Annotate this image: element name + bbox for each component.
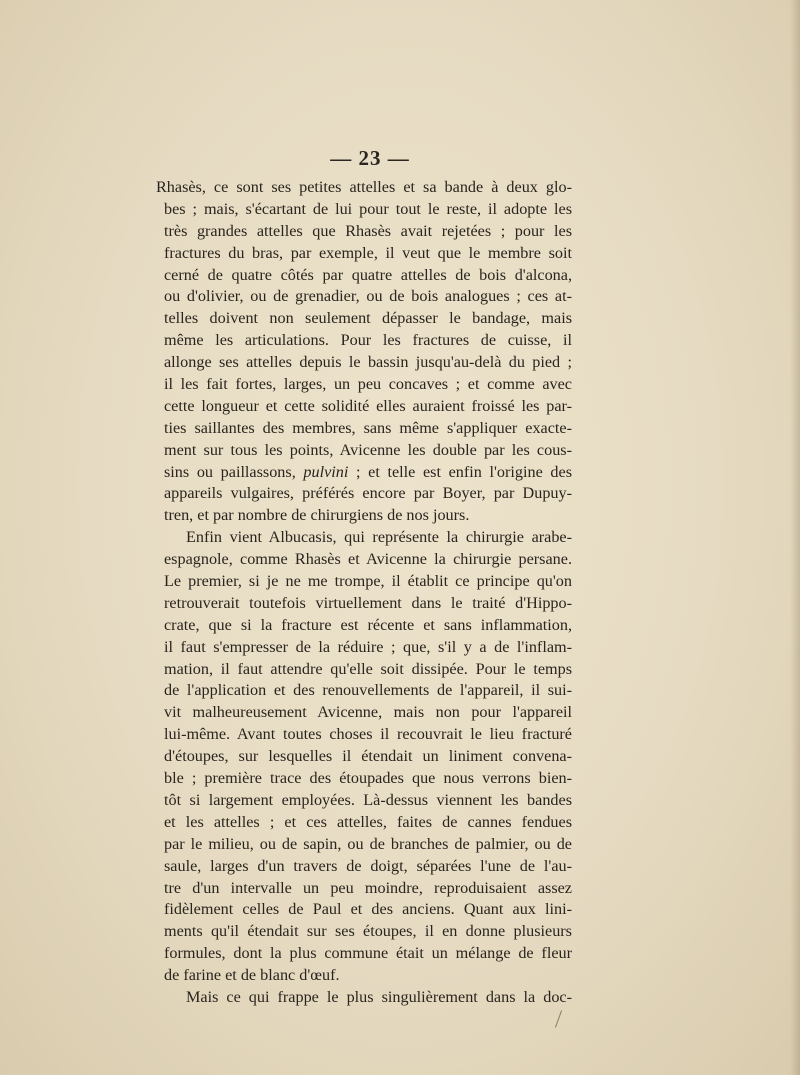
text-line: tôt si largement employées. Là-dessus viennent les bandes bbox=[164, 790, 572, 809]
text-line: appareils vulgaires, préférés encore par Boyer, par Dupuy- bbox=[164, 484, 572, 503]
pencil-mark bbox=[555, 1010, 562, 1027]
text-line: d'étoupes, sur lesquelles il étendait un liniment convena- bbox=[164, 747, 572, 766]
page-number: — 23 — bbox=[330, 146, 410, 170]
text-line: par le milieu, ou de sapin, ou de branches de palmier, ou de bbox=[164, 834, 572, 853]
text-line: de farine et de blanc d'œuf. bbox=[164, 966, 340, 985]
text-line: Enfin vient Albucasis, qui représente la chirurgie arabe- bbox=[186, 528, 572, 547]
text-line: fractures du bras, par exemple, il veut que le membre soit bbox=[164, 243, 572, 262]
text-line: vit malheureusement Avicenne, mais non pour l'appareil bbox=[164, 703, 572, 722]
text-line: même les articulations. Pour les fractures de cuisse, il bbox=[164, 331, 572, 350]
text-line: Le premier, si je ne me trompe, il établit ce principe qu'on bbox=[164, 572, 572, 591]
text-line: mation, il faut attendre qu'elle soit dissipée. Pour le temps bbox=[164, 659, 572, 678]
text-line: ble ; première trace des étoupades que nous verrons bien- bbox=[164, 769, 572, 788]
text-line: ties saillantes des membres, sans même s'appliquer exacte- bbox=[164, 418, 572, 437]
latin-term: pulvini bbox=[303, 462, 349, 481]
text-line: il faut s'empresser de la réduire ; que, s'il y a de l'inflam- bbox=[164, 637, 572, 656]
text-line: de l'application et des renouvellements de l'appareil, il sui- bbox=[164, 681, 572, 700]
text-line: cerné de quatre côtés par quatre attelles de bois d'alcona, bbox=[164, 265, 572, 284]
text-line: tren, et par nombre de chirurgiens de nos jours. bbox=[164, 506, 470, 525]
body-text bbox=[156, 177, 572, 1009]
text-line: et les attelles ; et ces attelles, faites de cannes fendues bbox=[164, 812, 572, 831]
text-line: ou d'olivier, ou de grenadier, ou de bois analogues ; ces at- bbox=[164, 287, 572, 306]
text-line: Mais ce qui frappe le plus singulièrement dans la doc- bbox=[186, 987, 572, 1006]
text-line: retrouverait toutefois virtuellement dans le traité d'Hippo- bbox=[164, 593, 572, 612]
text-line: très grandes attelles que Rhasès avait rejetées ; pour les bbox=[164, 221, 572, 240]
text-line: fidèlement celles de Paul et des anciens. Quant aux lini- bbox=[164, 900, 572, 919]
text-line: tre d'un intervalle un peu moindre, reproduisaient assez bbox=[164, 878, 572, 897]
text-line: espagnole, comme Rhasès et Avicenne la chirurgie persane. bbox=[164, 550, 572, 569]
text-line: lui-même. Avant toutes choses il recouvrait le lieu fracturé bbox=[164, 725, 572, 744]
text-line: sins ou paillassons, pulvini ; et telle est enfin l'origine des bbox=[164, 462, 572, 481]
text-line: telles doivent non seulement dépasser le bandage, mais bbox=[164, 309, 572, 328]
text-line: cette longueur et cette solidité elles auraient froissé les par- bbox=[164, 396, 572, 415]
text-line: crate, que si la fracture est récente et sans inflammation, bbox=[164, 615, 572, 634]
page-edge-shadow bbox=[790, 0, 800, 1075]
text-line: bes ; mais, s'écartant de lui pour tout le reste, il adopte les bbox=[164, 199, 572, 218]
text-line: formules, dont la plus commune était un mélange de fleur bbox=[164, 944, 572, 963]
text-line: saule, larges d'un travers de doigt, séparées l'une de l'au- bbox=[164, 856, 572, 875]
text-line: Rhasès, ce sont ses petites attelles et sa bande à deux glo- bbox=[156, 178, 572, 196]
text-line: allonge ses attelles depuis le bassin jusqu'au-delà du pied ; bbox=[164, 353, 572, 372]
text-line: ments qu'il étendait sur ses étoupes, il en donne plusieurs bbox=[164, 922, 572, 941]
text-line: ment sur tous les points, Avicenne les double par les cous- bbox=[164, 440, 572, 459]
text-line: il les fait fortes, larges, un peu concaves ; et comme avec bbox=[164, 375, 572, 394]
